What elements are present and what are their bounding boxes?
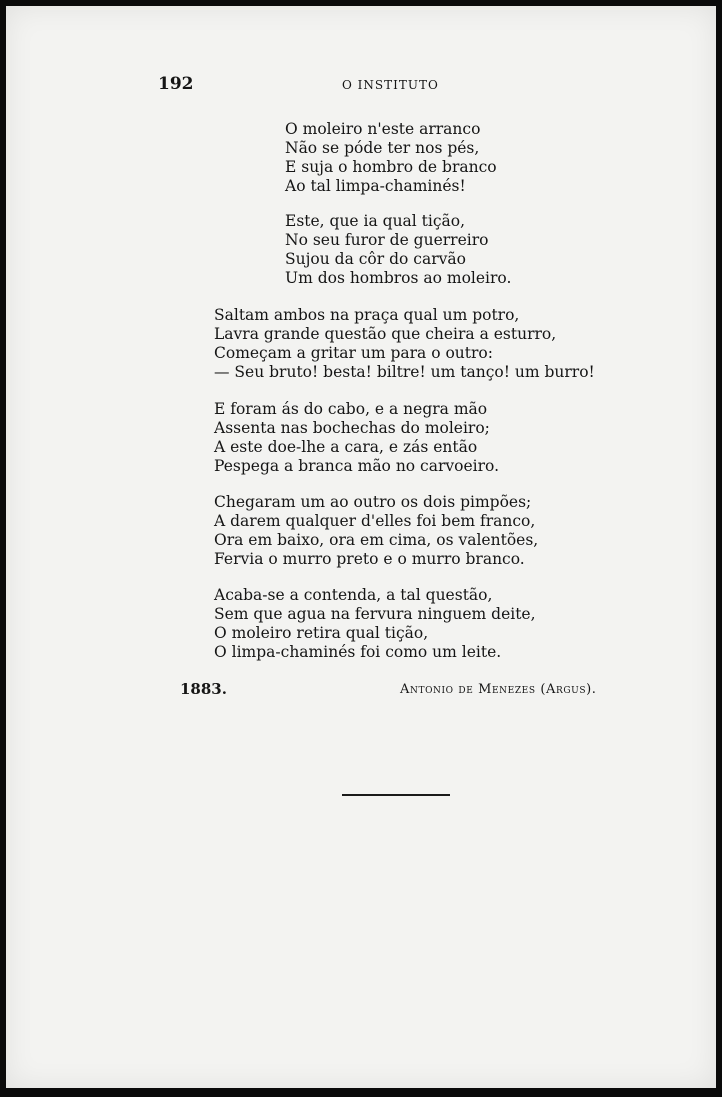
poem-line: Lavra grande questão que cheira a esturro, — [214, 325, 557, 343]
poem-line: Este, que ia qual tição, — [285, 212, 466, 230]
poem-line: Um dos hombros ao moleiro. — [285, 269, 512, 287]
poem-year: 1883. — [180, 680, 227, 698]
poem-line: A este doe-lhe a cara, e zás então — [214, 438, 478, 456]
poem-line: O moleiro n'este arranco — [285, 120, 481, 138]
poem-line: O limpa-chaminés foi como um leite. — [214, 643, 502, 661]
poem-line: A darem qualquer d'elles foi bem franco, — [214, 512, 536, 530]
poem-line: Pespega a branca mão no carvoeiro. — [214, 457, 500, 475]
poem-line: — Seu bruto! besta! biltre! um tanço! um burro! — [214, 363, 595, 381]
section-divider — [342, 794, 450, 796]
poem-line: Assenta nas bochechas do moleiro; — [214, 419, 490, 437]
poem-line: Sem que agua na fervura ninguem deite, — [214, 605, 536, 623]
poem-author: Antonio de Menezes (Argus). — [400, 682, 597, 697]
poem-line: Saltam ambos na praça qual um potro, — [214, 306, 520, 324]
poem-line: Ao tal limpa-chaminés! — [285, 177, 466, 195]
poem-line: Fervia o murro preto e o murro branco. — [214, 550, 525, 568]
poem-line: No seu furor de guerreiro — [285, 231, 489, 249]
poem-line: Chegaram um ao outro os dois pimpões; — [214, 493, 532, 511]
poem-line: Não se póde ter nos pés, — [285, 139, 480, 157]
page-header — [158, 74, 608, 98]
poem-line: Sujou da côr do carvão — [285, 250, 466, 268]
poem-line: Ora em baixo, ora em cima, os valentões, — [214, 531, 539, 549]
poem-line: Começam a gritar um para o outro: — [214, 344, 493, 362]
poem-line: E foram ás do cabo, e a negra mão — [214, 400, 488, 418]
poem-line: Acaba-se a contenda, a tal questão, — [214, 586, 493, 604]
running-title: O INSTITUTO — [342, 78, 439, 92]
poem-line: E suja o hombro de branco — [285, 158, 497, 176]
page-number: 192 — [158, 74, 194, 94]
poem-line: O moleiro retira qual tição, — [214, 624, 429, 642]
